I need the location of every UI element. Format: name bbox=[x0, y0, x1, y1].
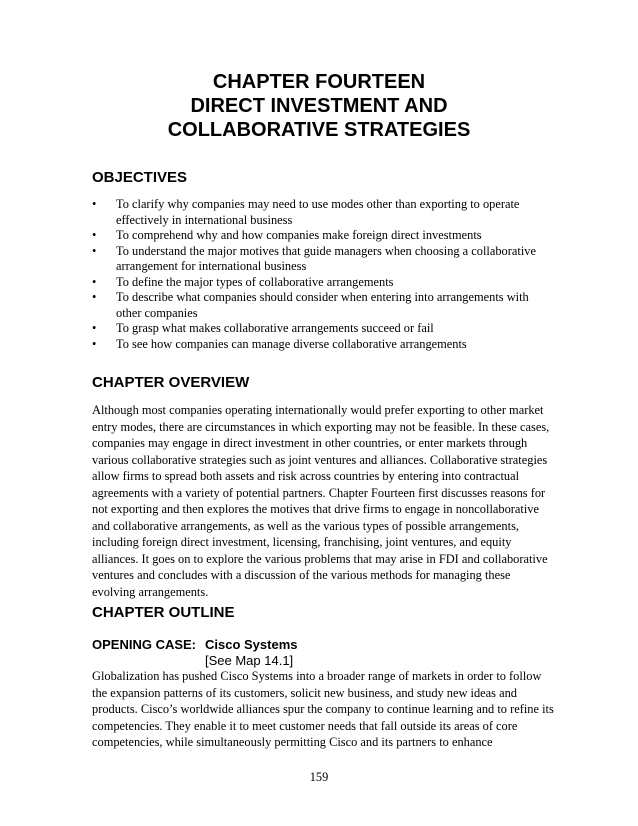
bullet: • bbox=[92, 336, 97, 351]
outline-paragraph: Globalization has pushed Cisco Systems into a broader range of markets in order to follow the expansion patterns of its customers, solicit new business, and study new ideas and products. Cisco’s worldwide alliances spur the company to continue learning and to refine its competencies. They enable it to meet customer needs that fall outside its areas of core competencies, while simultaneously permitting Cisco and its partners to enhance bbox=[92, 669, 554, 749]
bullet: • bbox=[92, 321, 97, 335]
objective-item bbox=[92, 244, 552, 275]
overview-paragraph: Although most companies operating internationally would prefer exporting to other market entry modes, there are circumstances in which exporting may not be feasible. In these cases, companies may engage in direct investment in other countries, or enter markets through various collaborative strategies such as joint ventures and alliances. Collaborative strategies allow firms to spread both assets and risk across countries by entering into contractual agreements with a variety of potential partners. Chapter Fourteen first discusses reasons for not exporting and then explores the motives that drive firms to engage in noncollaborative and collaborative arrangements, as well as the various types of possible arrangements, including foreign direct investment, licensing, franchising, joint ventures, and equity alliances. It goes on to explore the various problems that may arise in FDI and collaborative ventures and concludes with a discussion of the various methods for managing these evolving arrangements. bbox=[92, 403, 550, 599]
objective-item bbox=[92, 228, 552, 244]
opening-case-label: OPENING CASE: bbox=[92, 637, 197, 652]
objective-item bbox=[92, 337, 552, 353]
outline-heading: CHAPTER OUTLINE bbox=[92, 604, 235, 621]
objective-text: To see how companies can manage diverse collaborative arrangements bbox=[116, 336, 467, 351]
opening-case-title: Cisco Systems bbox=[205, 637, 298, 652]
chapter-title-line-2: COLLABORATIVE STRATEGIES bbox=[167, 119, 471, 141]
overview-heading: CHAPTER OVERVIEW bbox=[92, 374, 250, 391]
objective-text: To describe what companies should consider when entering into arrangements with other companies bbox=[116, 290, 529, 320]
objective-text: To comprehend why and how companies make foreign direct investments bbox=[116, 228, 482, 242]
objective-item bbox=[92, 275, 552, 291]
bullet: • bbox=[92, 243, 97, 258]
objective-text: To understand the major motives that guide managers when choosing a collaborative arrangement for international business bbox=[116, 243, 536, 273]
page-number: 159 bbox=[309, 770, 329, 784]
objective-item bbox=[92, 290, 552, 321]
chapter-number: CHAPTER FOURTEEN bbox=[212, 71, 426, 93]
bullet: • bbox=[92, 228, 97, 242]
objectives-list bbox=[92, 197, 552, 352]
objective-text: To clarify why companies may need to use modes other than exporting to operate effectively in international business bbox=[116, 197, 520, 227]
chapter-title-line-1: DIRECT INVESTMENT AND bbox=[190, 95, 448, 117]
objective-item bbox=[92, 197, 552, 228]
bullet: • bbox=[92, 197, 97, 211]
objective-text: To define the major types of collaborative arrangements bbox=[116, 274, 394, 289]
objective-text: To grasp what makes collaborative arrangements succeed or fail bbox=[116, 321, 434, 335]
map-reference: [See Map 14.1] bbox=[205, 653, 294, 668]
objectives-heading: OBJECTIVES bbox=[92, 169, 188, 186]
bullet: • bbox=[92, 274, 97, 289]
chapter-title bbox=[0, 70, 638, 142]
bullet: • bbox=[92, 290, 97, 304]
objective-item bbox=[92, 321, 552, 337]
